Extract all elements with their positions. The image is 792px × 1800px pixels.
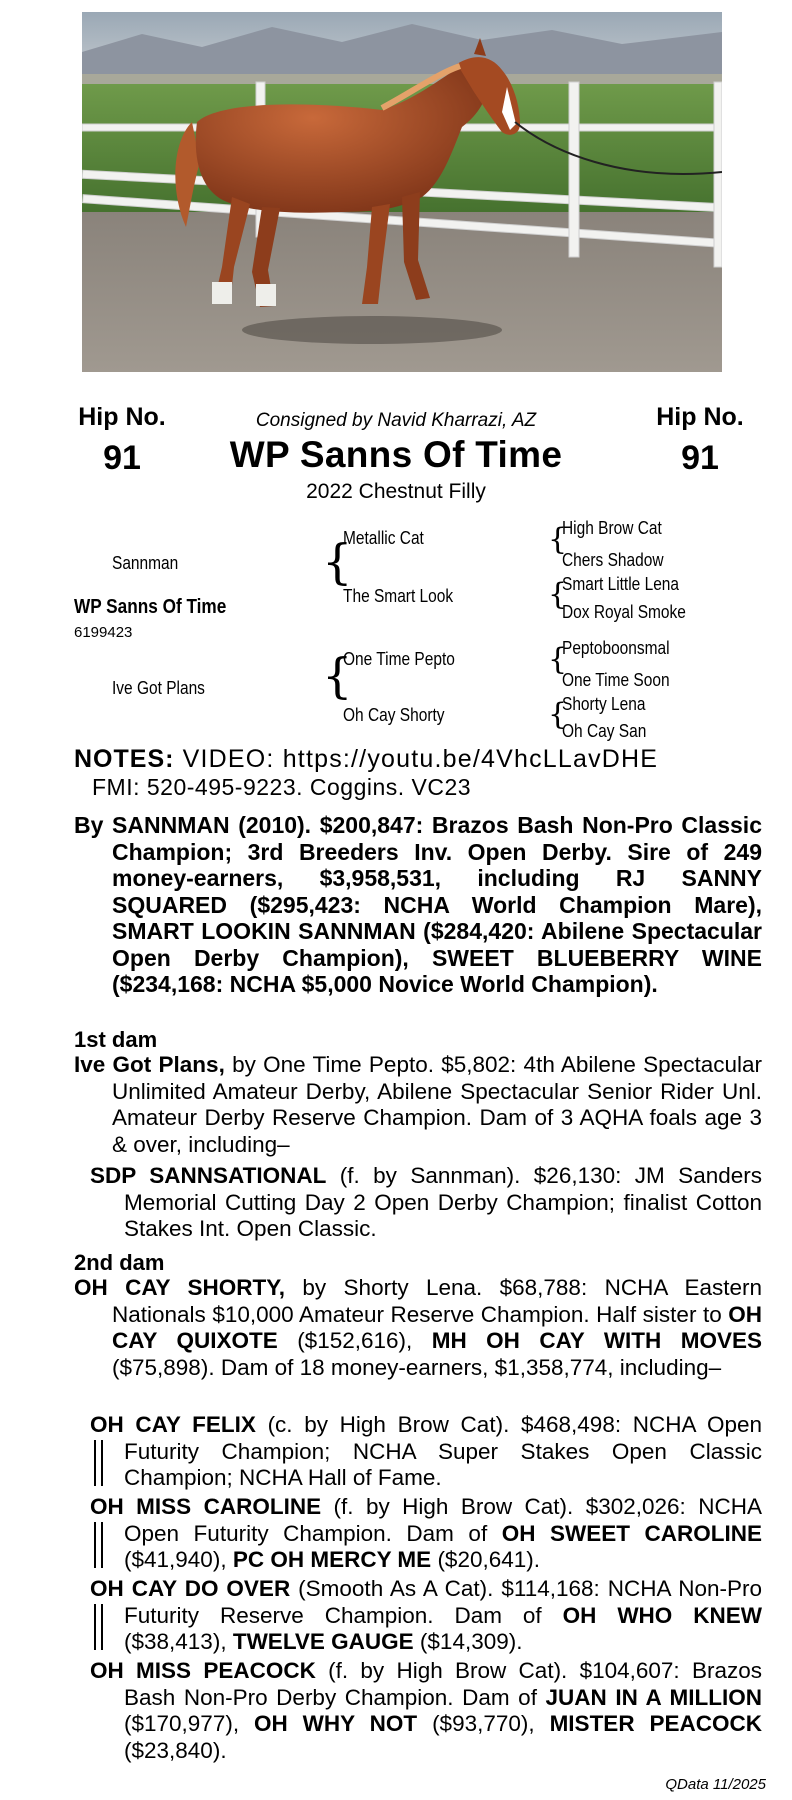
produce-name: SDP SANNSATIONAL — [90, 1163, 327, 1188]
pedigree-ggp: Dox Royal Smoke — [562, 602, 686, 622]
pedigree-dam-sire: One Time Pepto — [343, 649, 455, 669]
pedigree-brace: { — [548, 522, 568, 557]
pedigree-ggp: Chers Shadow — [562, 550, 664, 570]
pedigree-ggp: One Time Soon — [562, 670, 670, 690]
produce-entry: OH CAY DO OVER (Smooth As A Cat). $114,168: NCHA Non-Pro Futurity Reserve Champion. Dam of OH WHO KNEW ($38,413), TWELVE GAUGE ($14,309). — [90, 1576, 763, 1654]
second-dam-name: OH CAY SHORTY, — [74, 1275, 286, 1300]
pedigree-sire-sire: Metallic Cat — [343, 528, 424, 548]
registration-number: 6199423 — [74, 624, 133, 641]
produce-name: OH CAY DO OVER — [90, 1576, 291, 1601]
pedigree-ggp: Peptoboonsmal — [562, 638, 670, 658]
pedigree-brace: { — [548, 577, 568, 612]
pedigree-brace: { — [548, 697, 568, 732]
produce-entry: OH MISS CAROLINE (f. by High Brow Cat). $302,026: NCHA Open Futurity Champion. Dam of OH SWEET CAROLINE ($41,940), PC OH MERCY ME ($20,641). — [90, 1494, 762, 1572]
first-dam-paragraph: Ive Got Plans, by One Time Pepto. $5,802: 4th Abilene Spectacular Unlimited Amateur Derby, Abilene Spectacular Senior Rider Unl. Amateur Derby Reserve Champion. Dam of 3 AQHA foals age 3 & over, including– — [74, 1052, 762, 1157]
produce-name: OH MISS PEACOCK — [90, 1658, 316, 1683]
horse-name: WP Sanns Of Time — [229, 434, 563, 475]
stakes-producer-bar — [94, 1440, 103, 1486]
produce-entry: OH CAY FELIX (c. by High Brow Cat). $468,498: NCHA Open Futurity Champion; NCHA Super Stakes Open Classic Champion; NCHA Hall of Fame. — [90, 1412, 762, 1490]
horse-photo — [82, 12, 722, 372]
notes — [74, 745, 764, 801]
first-dam-heading: 1st dam — [74, 1027, 158, 1052]
produce-entry: SDP SANNSATIONAL (f. by Sannman). $26,130: JM Sanders Memorial Cutting Day 2 Open Derby Champion; finalist Cotton Stakes Int. Open Classic. — [90, 1163, 762, 1241]
pedigree-dam-dam: Oh Cay Shorty — [343, 705, 445, 725]
pedigree-brace: { — [322, 648, 353, 704]
stakes-producer-bar — [94, 1604, 103, 1650]
notes-video-link[interactable]: VIDEO: https://youtu.be/4VhcLLavDHE — [182, 745, 659, 773]
hip-label: Hip No. — [78, 403, 166, 431]
pedigree-dam: Ive Got Plans — [112, 678, 205, 698]
hip-label: Hip No. — [656, 403, 744, 431]
pedigree-ggp: Shorty Lena — [562, 694, 646, 714]
pedigree-brace: { — [322, 534, 353, 590]
consignor-line: Consigned by Navid Kharrazi, AZ — [255, 410, 537, 431]
pedigree-ggp: Smart Little Lena — [562, 574, 680, 594]
produce-name: OH CAY FELIX — [90, 1412, 256, 1437]
hip-number-left — [72, 402, 172, 480]
sire-paragraph: By SANNMAN (2010). $200,847: Brazos Bash Non-Pro Classic Champion; 3rd Breeders Inv. Open Derby. Sire of 249 money-earners, $3,958,531, including RJ SANNY SQUARED ($295,423: NCHA World Champion Mare), SMART LOOKIN SANNMAN ($284,420: Abilene Spectacular Open Derby Champion), SWEET BLUEBERRY WINE ($234,168: NCHA $5,000 Novice World Champion). — [74, 812, 762, 997]
second-dam-paragraph: OH CAY SHORTY, by Shorty Lena. $68,788: NCHA Eastern Nationals $10,000 Amateur Reserve Champion. Half sister to OH CAY QUIXOTE ($152,616), MH OH CAY WITH MOVES ($75,898). Dam of 18 money-earners, $1,358,774, including– — [74, 1275, 763, 1380]
pedigree-brace: { — [548, 642, 568, 677]
first-dam-name: Ive Got Plans, — [74, 1052, 225, 1077]
data-source-footer: QData 11/2025 — [665, 1776, 766, 1793]
pedigree-sire: Sannman — [112, 553, 179, 573]
hip-number: 91 — [103, 439, 141, 477]
pedigree-subject: WP Sanns Of Time — [74, 596, 227, 618]
produce-name: OH MISS CAROLINE — [90, 1494, 322, 1519]
hip-number-right — [650, 402, 750, 480]
pedigree-ggp: High Brow Cat — [562, 518, 662, 538]
second-dam-heading: 2nd dam — [74, 1250, 165, 1275]
hip-number: 91 — [681, 439, 719, 477]
pedigree-sire-dam: The Smart Look — [343, 586, 454, 606]
notes-contact: FMI: 520-495-9223. Coggins. VC23 — [92, 774, 472, 800]
horse-description: 2022 Chestnut Filly — [306, 480, 486, 503]
notes-label: NOTES: — [74, 745, 175, 773]
stakes-producer-bar — [94, 1522, 103, 1568]
produce-entry: OH MISS PEACOCK (f. by High Brow Cat). $104,607: Brazos Bash Non-Pro Derby Champion. Dam of JUAN IN A MILLION ($170,977), OH WHY NOT ($93,770), MISTER PEACOCK ($23,840). — [90, 1658, 763, 1763]
pedigree-ggp: Oh Cay San — [562, 721, 647, 741]
